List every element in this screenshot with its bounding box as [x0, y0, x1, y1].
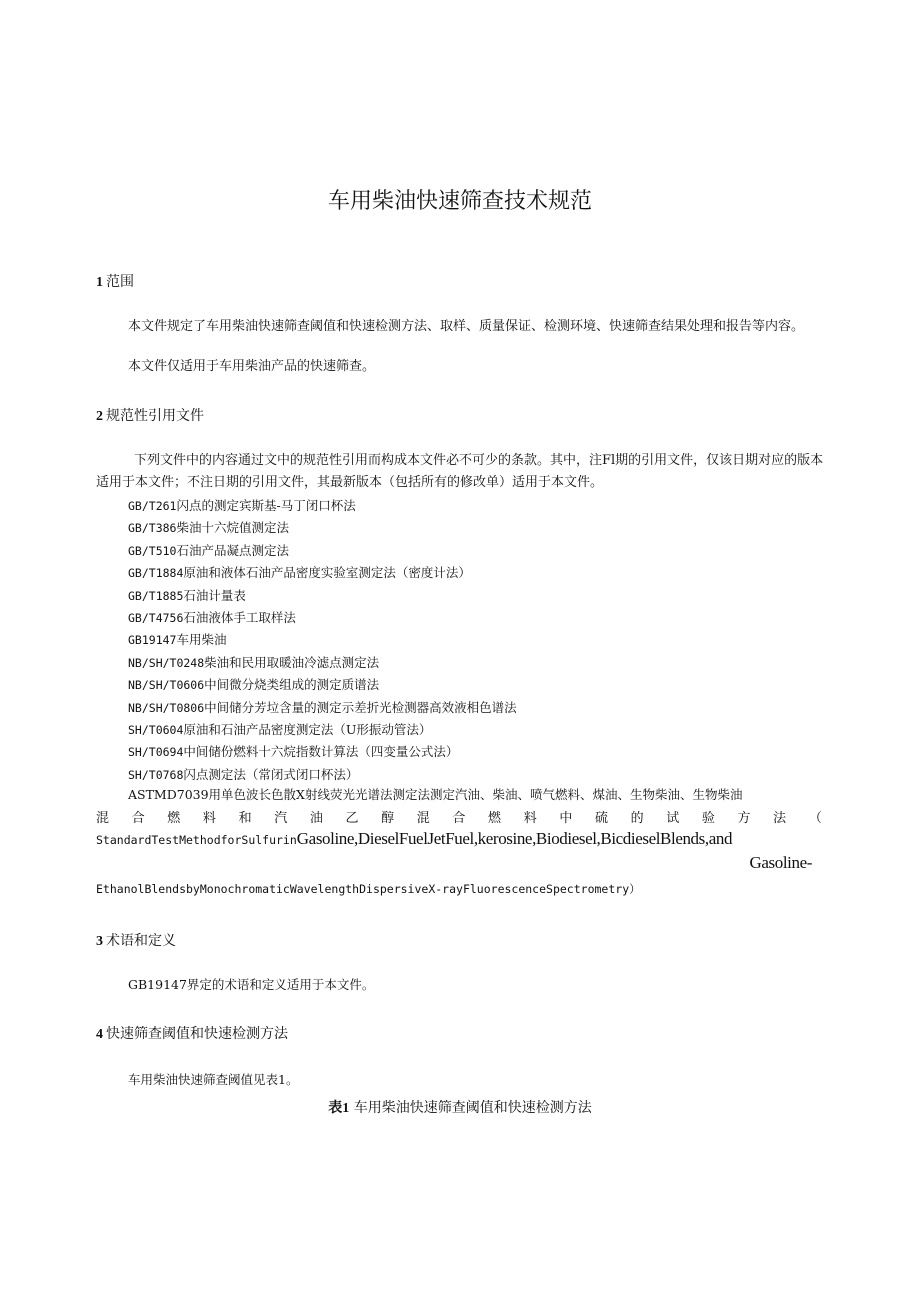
section-4-heading: [96, 1023, 288, 1043]
astm-line-2-char: 料: [523, 811, 537, 826]
thresholds-paragraph: 车用柴油快速筛查阈值见表1。: [128, 1072, 299, 1087]
astm-english-mono: StandardTestMethodforSulfurin: [96, 833, 297, 847]
astm-line-2-char: 燃: [488, 811, 502, 826]
section-title: 范围: [106, 274, 134, 290]
astm-line-2-char: 试: [666, 811, 680, 826]
reference-item: [128, 540, 289, 562]
astm-line-2-char: 油: [309, 811, 323, 826]
reference-item: [128, 517, 289, 539]
reference-item: [128, 652, 379, 674]
reference-code: SH/T0768: [128, 767, 184, 782]
astm-line-1: ASTMD7039用单色波长色散X射线荧光光谱法测定法测定汽油、柴油、喷气燃料、煤油、生物柴油、生物柴油: [128, 787, 743, 802]
astm-line-2-char: 混: [416, 811, 430, 826]
astm-line-2-char: 方: [737, 811, 751, 826]
reference-code: NB/SH/T0606: [128, 678, 205, 693]
reference-item: [128, 607, 296, 629]
reference-title: 原油和石油产品密度测定法（U形振动管法）: [183, 722, 432, 737]
section-title: 快速筛查阈值和快速检测方法: [106, 1026, 288, 1042]
reference-title: 柴油和民用取暖油冷滤点测定法: [204, 654, 380, 670]
reference-title: 闪点的测定宾斯基-马丁闭口杯法: [176, 498, 356, 513]
section-number: 3: [96, 934, 103, 949]
reference-item: [128, 562, 471, 584]
astm-line-4: Gasoline-: [749, 853, 812, 872]
reference-title: 柴油十六烷值测定法: [176, 520, 289, 536]
reference-title: 石油产品凝点测定法: [176, 542, 289, 558]
reference-title: 闪点测定法（常闭式闭口杯法）: [183, 766, 359, 782]
astm-line-2-char: 法: [773, 811, 787, 826]
reference-title: 中间微分烧类组成的测定质谱法: [204, 677, 380, 693]
reference-code: GB/T1884: [128, 566, 184, 581]
astm-line-2-char: 硫: [594, 811, 608, 826]
astm-line-2-char: 验: [701, 811, 715, 826]
astm-line-2-char: （: [808, 811, 822, 826]
astm-line-2-char: 醇: [381, 811, 395, 826]
terms-paragraph: GB19147界定的术语和定义适用于本文件。: [128, 977, 375, 992]
section-2-heading: [96, 405, 204, 425]
reference-title: 原油和液体石油产品密度实验室测定法（密度计法）: [183, 565, 471, 581]
astm-line-2-char: 的: [630, 811, 644, 826]
astm-english-large: Gasoline,DieselFuelJetFuel,kerosine,Biodiesel,BicdieselBlends,and: [296, 829, 733, 848]
section-number: 1: [96, 275, 103, 290]
reference-code: GB/T261: [128, 499, 177, 513]
astm-line-2-char: 和: [238, 811, 252, 826]
astm-line-2-char: 合: [131, 811, 145, 826]
reference-item: [128, 741, 458, 763]
astm-line-2-char: 合: [452, 811, 466, 826]
astm-line-5: EthanolBlendsbyMonochromaticWavelengthDispersiveX-rayFluorescenceSpectrometry）: [96, 882, 641, 896]
astm-line-2-char: 中: [559, 811, 573, 826]
reference-code: SH/T0604: [128, 723, 184, 737]
reference-title: 石油计量表: [183, 587, 246, 603]
reference-title: 中间储分芳垃含量的测定示差折光检测器高效液相色谱法: [204, 699, 517, 715]
reference-title: 中间储份燃料十六烷指数计算法（四变量公式法）: [183, 744, 459, 760]
table-caption-number: 表1: [328, 1101, 350, 1116]
reference-title: 车用柴油: [176, 632, 227, 648]
table-caption: [0, 1097, 920, 1117]
astm-line-2: [96, 807, 822, 826]
scope-paragraph-1: 本文件规定了车用柴油快速筛查阈值和快速检测方法、取样、质量保证、检测环境、快速筛查结果处理和报告等内容。: [128, 319, 805, 334]
reference-item: [128, 764, 358, 786]
section-number: 4: [96, 1027, 103, 1042]
astm-line-2-char: 混: [96, 811, 110, 826]
references-intro: 下列文件中的内容通过文中的规范性引用而构成本文件必不可少的条款。其中，注Fl期的引用文件，仅该日期对应的版本适用于本文件；不注日期的引用文件，其最新版本（包括所有的修改单）适用于本文件。: [96, 453, 824, 490]
section-1-heading: [96, 271, 134, 291]
astm-line-2-char: 汽: [274, 811, 288, 826]
table-caption-text: 车用柴油快速筛查阈值和快速检测方法: [353, 1100, 592, 1116]
reference-code: GB/T510: [128, 543, 177, 558]
reference-code: GB/T386: [128, 521, 177, 536]
astm-line-3: [96, 828, 732, 852]
reference-item: [128, 719, 431, 741]
reference-code: GB/T4756: [128, 611, 184, 625]
section-title: 术语和定义: [106, 933, 176, 949]
reference-item: [128, 674, 379, 696]
reference-code: GB19147: [128, 633, 177, 648]
astm-line-2-char: 燃: [167, 811, 181, 826]
section-title: 规范性引用文件: [106, 408, 204, 424]
reference-item: [128, 697, 517, 719]
reference-code: GB/T1885: [128, 588, 184, 603]
section-number: 2: [96, 409, 103, 424]
reference-item: [128, 495, 356, 517]
document-title: 车用柴油快速筛查技术规范: [327, 189, 592, 214]
astm-line-2-char: 料: [202, 811, 216, 826]
reference-item: [128, 629, 226, 651]
reference-item: [128, 585, 246, 607]
astm-line-2-char: 乙: [345, 811, 359, 826]
section-3-heading: [96, 930, 176, 950]
reference-code: NB/SH/T0806: [128, 700, 205, 715]
reference-code: SH/T0694: [128, 745, 184, 760]
scope-paragraph-2: 本文件仅适用于车用柴油产品的快速筛查。: [128, 359, 376, 374]
reference-code: NB/SH/T0248: [128, 655, 205, 670]
reference-title: 石油液体手工取样法: [183, 610, 296, 625]
